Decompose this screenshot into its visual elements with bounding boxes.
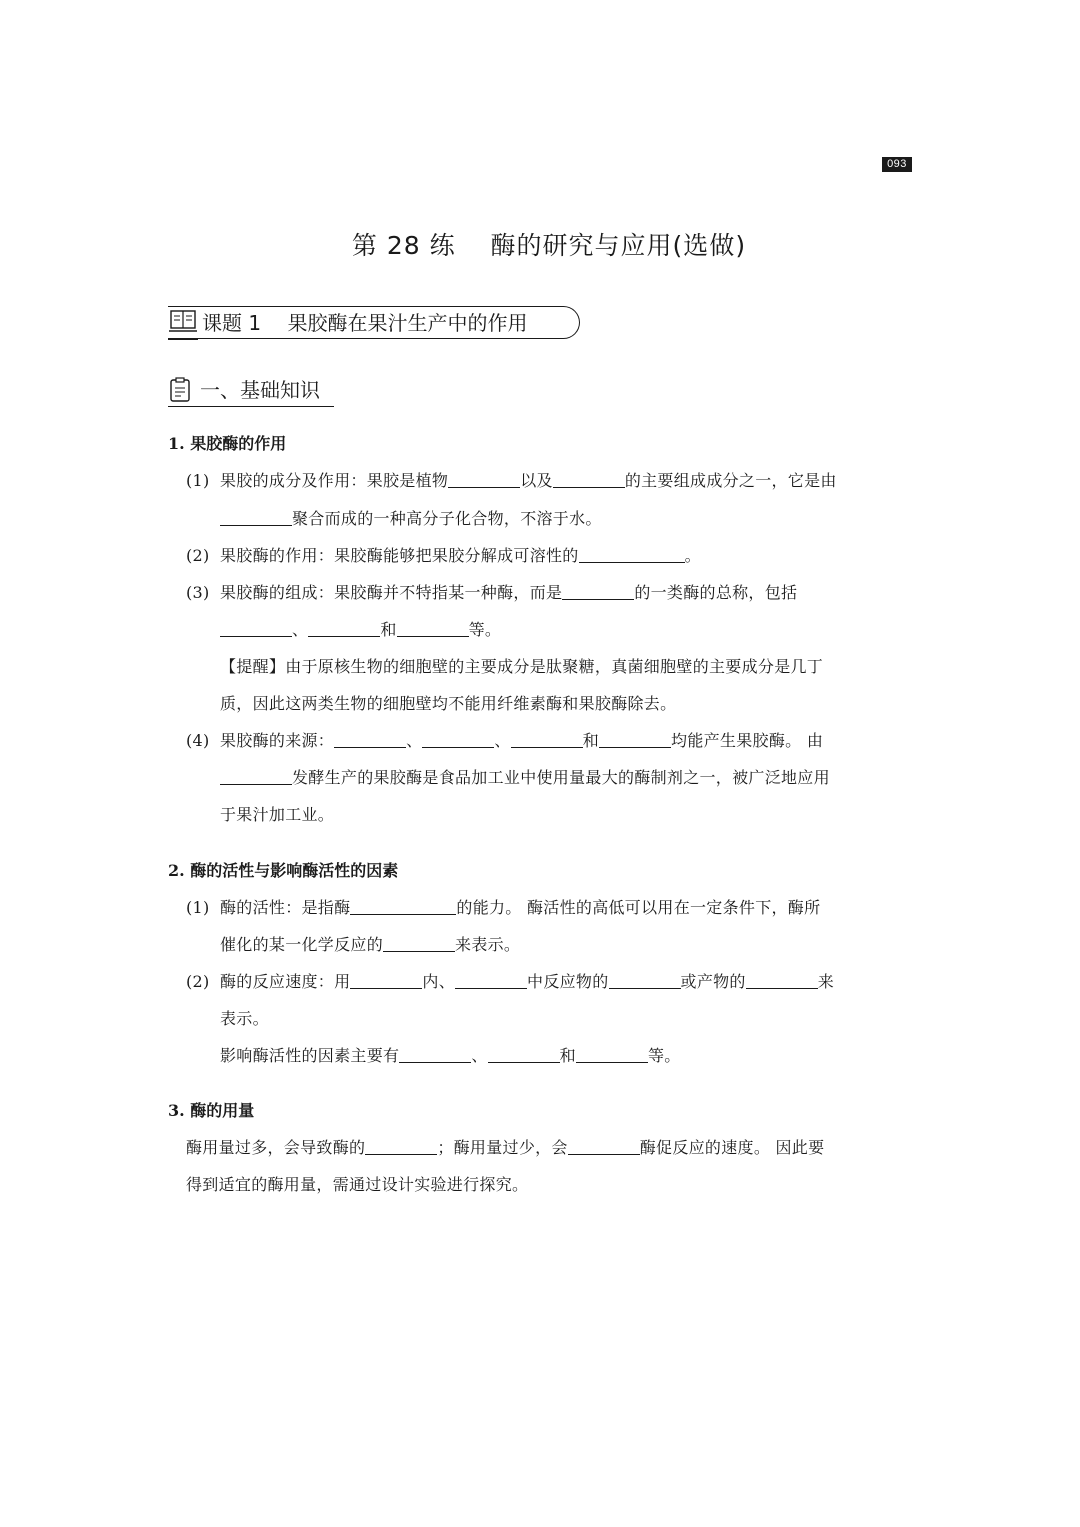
clipboard-icon: [168, 377, 192, 403]
blank[interactable]: [308, 620, 380, 637]
page-number: 093: [882, 157, 912, 172]
blank[interactable]: [455, 972, 527, 989]
blank[interactable]: [350, 898, 456, 915]
item-2-2-line-2: 表示。: [220, 1009, 269, 1028]
section-header: [168, 376, 334, 407]
blank[interactable]: [365, 1138, 437, 1155]
item-1-3-line-2: 、 和 等。: [220, 619, 501, 641]
blank[interactable]: [576, 1046, 648, 1063]
blank[interactable]: [220, 620, 292, 637]
item-1-2: (2) 果胶酶的作用：果胶酶能够把果胶分解成可溶性的 。: [186, 546, 701, 565]
item-1-4-line-2: 发酵生产的果胶酶是食品加工业中使用量最大的酶制剂之一，被广泛地应用: [220, 767, 830, 789]
section-title: 一、基础知识: [200, 378, 320, 402]
blank[interactable]: [609, 972, 681, 989]
item-1-1-line-1: (1) 果胶的成分及作用：果胶是植物 以及 的主要组成成分之一，它是由: [186, 471, 837, 490]
blank[interactable]: [488, 1046, 560, 1063]
blank[interactable]: [579, 546, 685, 563]
item-3-line-1: 酶用量过多，会导致酶的 ；酶用量过少，会 酶促反应的速度。 因此要: [186, 1138, 825, 1157]
blank[interactable]: [553, 471, 625, 488]
heading-2: 2. 酶的活性与影响酶活性的因素: [168, 861, 399, 880]
item-2-1-line-1: (1) 酶的活性：是指酶 的能力。 酶活性的高低可以用在一定条件下，酶所: [186, 898, 821, 917]
item-1-4-line-3: 于果汁加工业。: [220, 805, 335, 824]
item-3-line-2: 得到适宜的酶用量，需通过设计实验进行探究。: [186, 1175, 529, 1194]
item-2-1-line-2: 催化的某一化学反应的 来表示。: [220, 935, 521, 954]
item-1-1-line-2: 聚合而成的一种高分子化合物，不溶于水。: [220, 508, 602, 530]
blank[interactable]: [562, 583, 634, 600]
blank[interactable]: [448, 471, 520, 488]
blank[interactable]: [746, 972, 818, 989]
blank[interactable]: [599, 731, 671, 748]
blank[interactable]: [422, 731, 494, 748]
book-icon: [168, 309, 198, 333]
blank[interactable]: [511, 731, 583, 748]
page-title: 第 28 练 酶的研究与应用(选做): [351, 231, 747, 260]
blank[interactable]: [568, 1138, 640, 1155]
blank[interactable]: [220, 509, 292, 526]
blank[interactable]: [350, 972, 422, 989]
blank[interactable]: [397, 620, 469, 637]
topic-title: 课题 1 果胶酶在果汁生产中的作用: [202, 311, 528, 335]
tip-line-1: 【提醒】由于原核生物的细胞壁的主要成分是肽聚糖，真菌细胞壁的主要成分是几丁: [220, 657, 824, 676]
item-2-3: 影响酶活性的因素主要有 、 和 等。: [220, 1046, 681, 1065]
heading-1: 1. 果胶酶的作用: [168, 434, 287, 453]
blank[interactable]: [220, 768, 292, 785]
item-2-2-line-1: (2) 酶的反应速度：用 内、 中反应物的 或产物的 来: [186, 972, 835, 991]
item-1-4-line-1: (4) 果胶酶的来源： 、 、 和 均能产生果胶酶。 由: [186, 731, 824, 750]
blank[interactable]: [334, 731, 406, 748]
blank[interactable]: [383, 935, 455, 952]
item-1-3-line-1: (3) 果胶酶的组成：果胶酶并不特指某一种酶，而是 的一类酶的总称，包括: [186, 583, 798, 602]
heading-3: 3. 酶的用量: [168, 1101, 255, 1120]
topic-banner: [168, 306, 580, 339]
blank[interactable]: [399, 1046, 471, 1063]
tip-line-2: 质，因此这两类生物的细胞壁均不能用纤维素酶和果胶酶除去。: [220, 694, 677, 713]
